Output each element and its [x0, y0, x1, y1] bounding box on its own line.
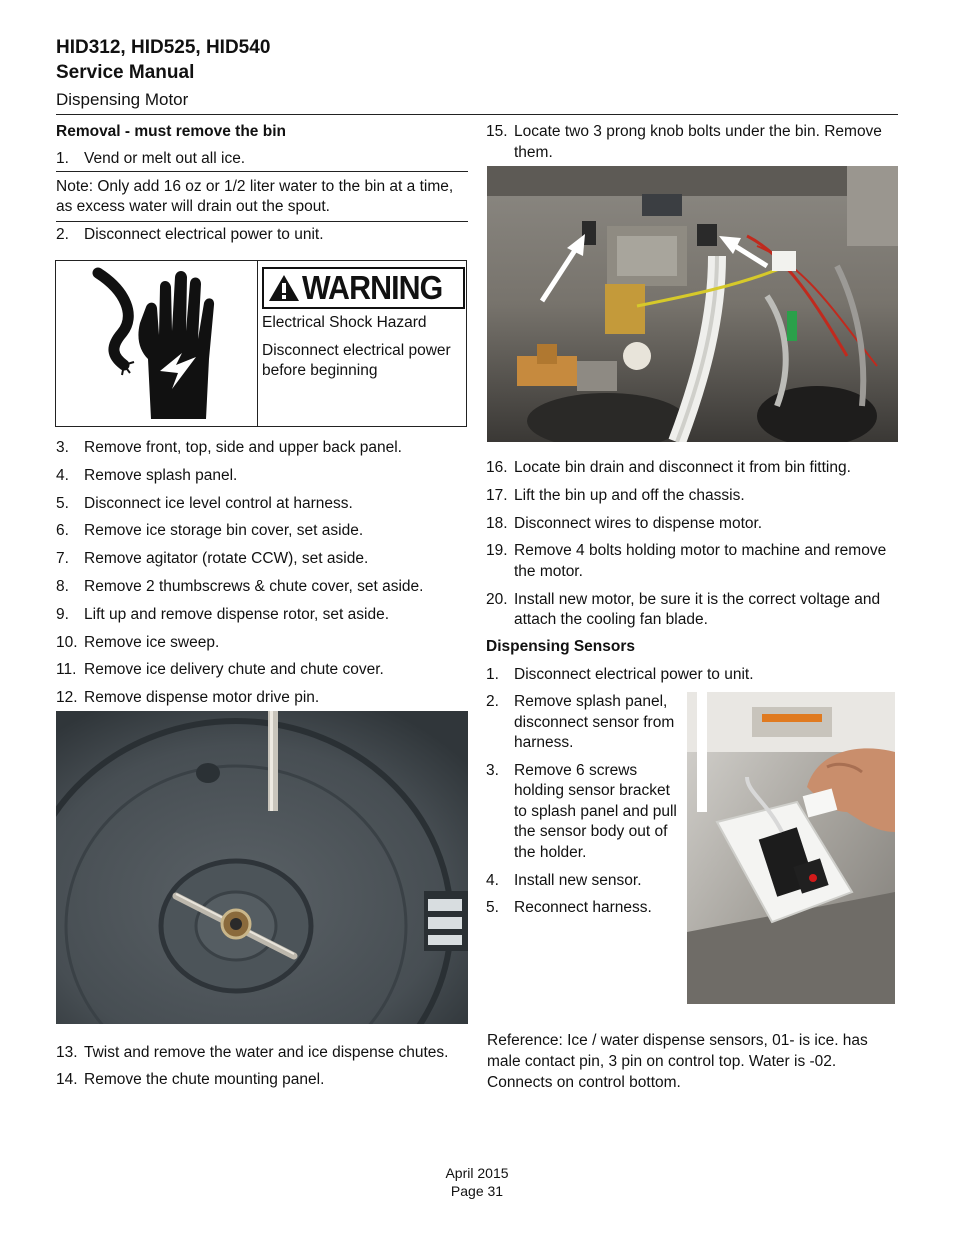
step-text: Vend or melt out all ice.: [84, 150, 246, 167]
step-number: 16.: [486, 459, 508, 476]
list-item: [56, 521, 468, 542]
footer-page: Page 31: [450, 1183, 504, 1199]
list-item: [486, 122, 898, 163]
step-number: 2.: [486, 693, 499, 710]
sensor-step-1: [486, 665, 898, 686]
list-item: [56, 438, 468, 459]
step-number: 11.: [56, 661, 77, 679]
model-title: HID312, HID525, HID540: [56, 37, 271, 58]
removal-heading: Removal - must remove the bin: [56, 123, 286, 140]
list-item: [486, 590, 898, 631]
list-item: [56, 633, 468, 654]
reference-text: Reference: Ice / water dispense sensors, 01- is ice. has male contact pin, 3 pin on control top. Water is -02. Connects on control bottom.: [487, 1032, 868, 1091]
warning-divider: [257, 261, 258, 426]
step-text: Lift up and remove dispense rotor, set aside.: [84, 605, 390, 623]
note-top-rule: [56, 171, 468, 172]
step-number: 17.: [486, 486, 508, 504]
list-item: [486, 692, 686, 754]
list-item: [56, 660, 468, 681]
step-text: Disconnect wires to dispense motor.: [514, 514, 763, 532]
warning-box: [55, 260, 467, 427]
step-number: 1.: [56, 150, 69, 167]
step-text: Remove dispense motor drive pin.: [84, 689, 320, 707]
list-item: [486, 514, 898, 535]
list-item: [56, 149, 468, 170]
warning-banner: [262, 267, 465, 309]
manual-title: Service Manual: [56, 62, 195, 83]
step-text: Install new sensor.: [514, 871, 642, 889]
step-number: 7.: [56, 550, 69, 568]
step-text: Reconnect harness.: [514, 899, 652, 917]
right-step-15: [486, 122, 898, 163]
left-step-1: [56, 149, 468, 170]
list-item: [56, 1043, 468, 1064]
step-text: Remove splash panel.: [84, 466, 238, 484]
drive-pin-photo: [56, 711, 468, 1024]
step-text: Remove ice sweep.: [84, 633, 220, 651]
step-text: Remove ice delivery chute and chute cover.: [84, 661, 384, 679]
list-item: [56, 688, 468, 709]
list-item: [56, 605, 468, 626]
step-number: 5.: [486, 899, 499, 917]
sensor-photo: [687, 692, 895, 1004]
step-number: 6.: [56, 522, 69, 540]
step-text: Remove agitator (rotate CCW), set aside.: [84, 550, 369, 568]
list-item: [486, 541, 898, 582]
list-item: [486, 458, 898, 479]
warning-instruction: Disconnect electrical power before beginning: [262, 342, 451, 379]
step-number: 4.: [486, 871, 499, 889]
step-text: Remove ice storage bin cover, set aside.: [84, 522, 364, 540]
header-rule: [56, 114, 898, 115]
left-step-2: [56, 225, 468, 246]
list-item: [486, 871, 686, 892]
list-item: [56, 466, 468, 487]
section-title: Dispensing Motor: [56, 90, 189, 109]
step-number: 1.: [486, 666, 499, 683]
list-item: [486, 665, 898, 686]
step-number: 15.: [486, 123, 508, 140]
step-number: 12.: [56, 689, 78, 707]
warning-triangle-icon: [267, 273, 301, 303]
left-steps-13-14: [56, 1043, 468, 1091]
list-item: [486, 761, 686, 864]
step-number: 20.: [486, 590, 508, 608]
step-number: 3.: [486, 761, 499, 779]
step-text: Remove 6 screws holding sensor bracket to splash panel and pull the sensor body out of the holder.: [514, 761, 677, 861]
list-item: [486, 898, 686, 919]
list-item: [56, 225, 468, 246]
step-number: 13.: [56, 1044, 78, 1061]
sensors-heading: Dispensing Sensors: [486, 638, 636, 655]
step-text: Twist and remove the water and ice dispense chutes.: [84, 1044, 449, 1061]
step-number: 3.: [56, 439, 69, 456]
footer-date: April 2015: [445, 1165, 509, 1181]
step-number: 9.: [56, 605, 69, 623]
step-text: Disconnect ice level control at harness.: [84, 494, 353, 512]
step-number: 8.: [56, 577, 69, 595]
step-text: Remove the chute mounting panel.: [84, 1071, 325, 1088]
step-number: 10.: [56, 633, 78, 651]
list-item: [486, 486, 898, 507]
list-item: [56, 1070, 468, 1091]
step-text: Lift the bin up and off the chassis.: [514, 486, 745, 504]
list-item: [56, 494, 468, 515]
warning-hazard: Electrical Shock Hazard: [262, 314, 427, 331]
shock-hazard-icon: [56, 261, 257, 426]
step-text: Locate bin drain and disconnect it from bin fitting.: [514, 459, 851, 476]
step-text: Disconnect electrical power to unit.: [514, 666, 754, 683]
step-number: 4.: [56, 466, 69, 484]
warning-title: WARNING: [302, 269, 443, 306]
step-number: 19.: [486, 542, 508, 560]
step-text: Remove 4 bolts holding motor to machine and remove the motor.: [514, 542, 887, 580]
step-number: 14.: [56, 1071, 78, 1088]
note-text: Note: Only add 16 oz or 1/2 liter water to the bin at a time, as excess water will drain out the spout.: [56, 178, 454, 215]
note-bottom-rule: [56, 221, 468, 222]
step-number: 5.: [56, 494, 69, 512]
left-steps-3-12: [56, 438, 468, 709]
sensor-steps-2-5: [486, 692, 686, 919]
list-item: [56, 577, 468, 598]
step-number: 2.: [56, 226, 69, 243]
step-text: Locate two 3 prong knob bolts under the bin. Remove them.: [514, 123, 882, 161]
step-text: Disconnect electrical power to unit.: [84, 226, 324, 243]
step-text: Install new motor, be sure it is the correct voltage and attach the cooling fan blade.: [514, 590, 881, 629]
step-text: Remove 2 thumbscrews & chute cover, set aside.: [84, 577, 424, 595]
step-text: Remove front, top, side and upper back panel.: [84, 439, 402, 456]
right-steps-16-20: [486, 458, 898, 631]
step-number: 18.: [486, 514, 508, 532]
list-item: [56, 549, 468, 570]
knob-bolts-photo: [487, 166, 898, 442]
step-text: Remove splash panel, disconnect sensor from harness.: [514, 693, 675, 751]
